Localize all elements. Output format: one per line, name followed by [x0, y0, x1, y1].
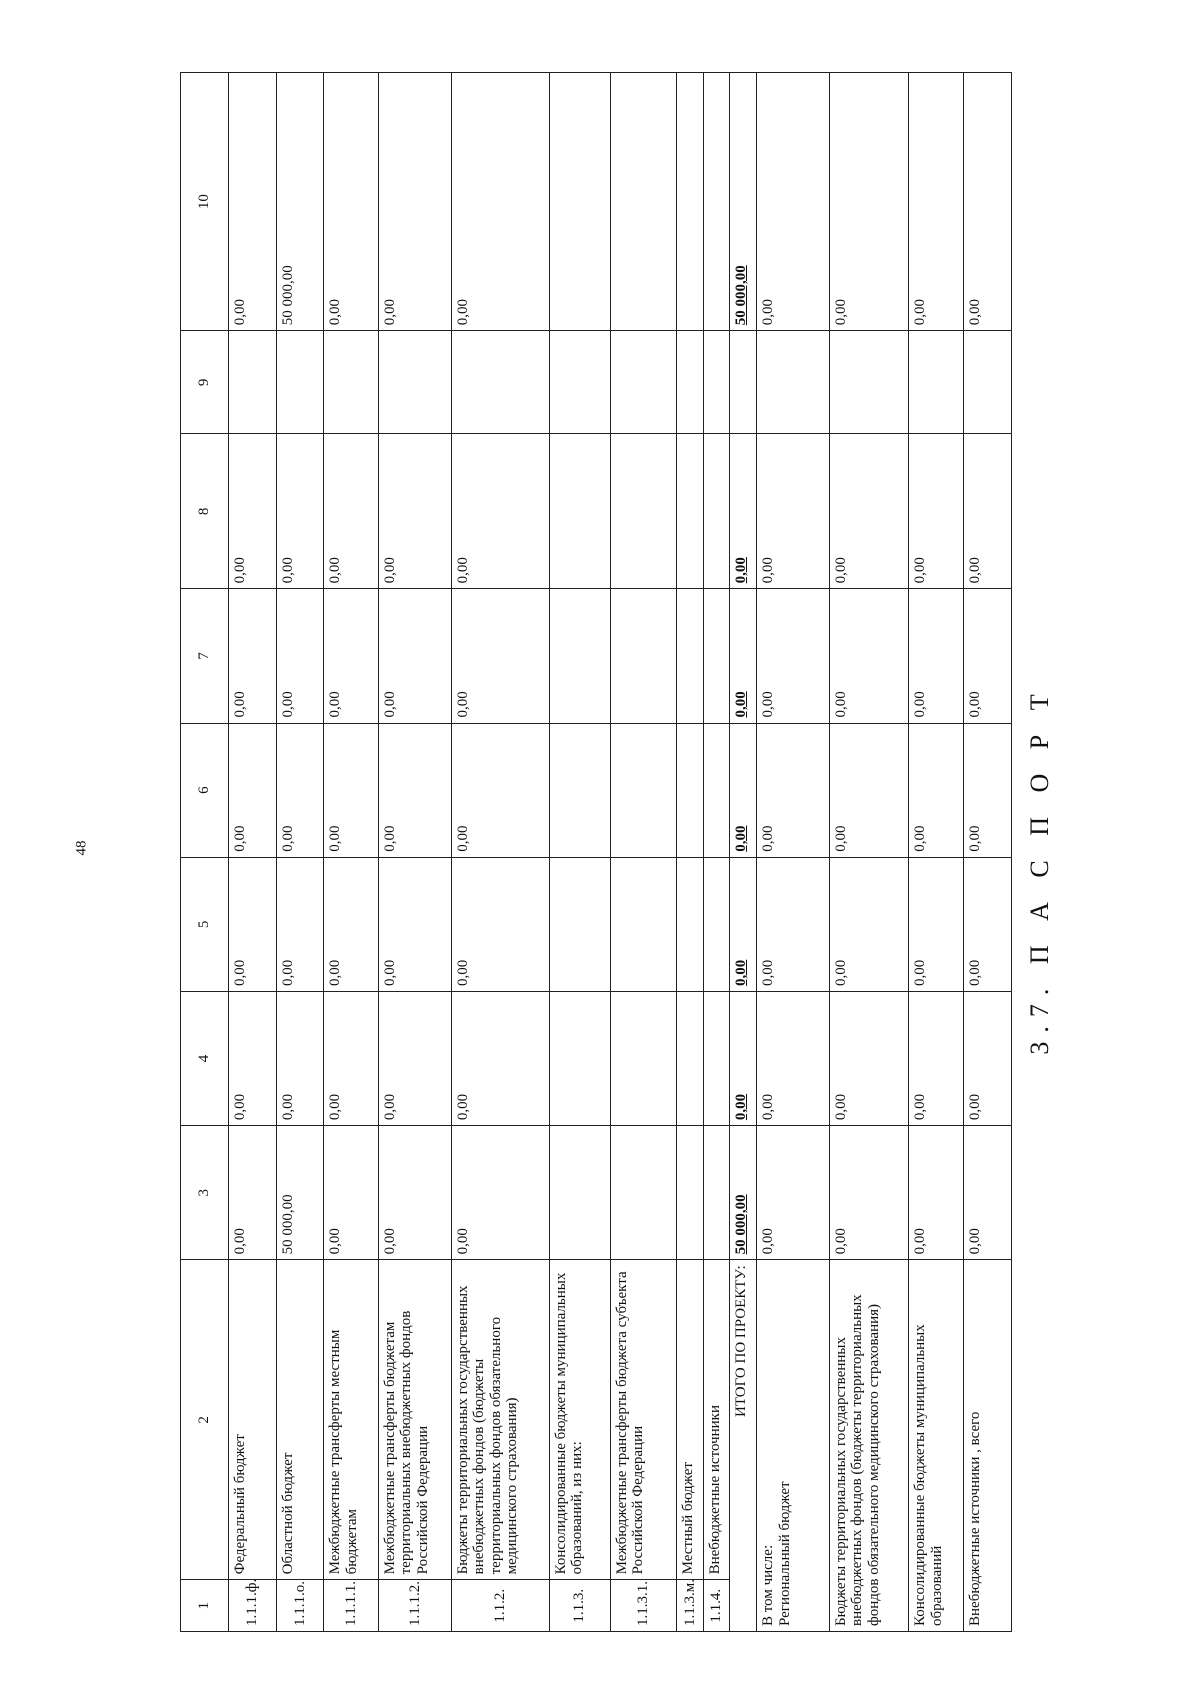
column-header: 3 [181, 1126, 229, 1260]
total-value-cell: 0,00 [730, 434, 757, 589]
value-cell [909, 331, 964, 434]
value-cell [378, 331, 451, 434]
total-value-cell: 50 000,00 [730, 1126, 757, 1260]
value-cell: 0,00 [276, 857, 324, 991]
value-cell [676, 589, 703, 723]
value-cell [549, 991, 610, 1125]
header-row [181, 73, 229, 1632]
value-cell: 0,00 [324, 723, 379, 857]
value-cell: 0,00 [276, 991, 324, 1125]
value-cell: 0,00 [276, 434, 324, 589]
summary-name-line: Консолидированные бюджеты муниципальных образований [912, 1324, 945, 1626]
table-row [549, 73, 610, 1632]
funding-table-container [180, 72, 1012, 1632]
value-cell: 0,00 [228, 434, 276, 589]
value-cell: 0,00 [276, 589, 324, 723]
summary-name [909, 1260, 964, 1632]
value-cell [610, 434, 676, 589]
table-row [451, 73, 549, 1632]
value-cell [676, 723, 703, 857]
value-cell: 0,00 [964, 73, 1012, 331]
funding-table [180, 72, 1012, 1632]
summary-name-line: Внебюджетные источники , всего [967, 1411, 984, 1626]
row-name: Местный бюджет [676, 1260, 703, 1580]
row-code: 1.1.2. [451, 1580, 549, 1632]
value-cell [549, 331, 610, 434]
value-cell [549, 723, 610, 857]
value-cell: 0,00 [909, 723, 964, 857]
value-cell: 0,00 [378, 589, 451, 723]
value-cell: 0,00 [378, 723, 451, 857]
summary-name [964, 1260, 1012, 1632]
row-name: Бюджеты территориальных государственных внебюджетных фондов (бюджеты территориальных фондов обязательного медицинского страхования) [451, 1260, 549, 1580]
value-cell [757, 331, 830, 434]
summary-row [964, 73, 1012, 1632]
table-row [378, 73, 451, 1632]
value-cell [610, 723, 676, 857]
value-cell: 0,00 [451, 73, 549, 331]
summary-row [829, 73, 909, 1632]
value-cell: 0,00 [451, 991, 549, 1125]
total-value-cell: 0,00 [730, 857, 757, 991]
value-cell: 0,00 [757, 1126, 830, 1260]
value-cell [829, 331, 909, 434]
column-header: 9 [181, 331, 229, 434]
value-cell: 50 000,00 [276, 73, 324, 331]
value-cell: 0,00 [829, 1126, 909, 1260]
value-cell: 0,00 [829, 857, 909, 991]
row-code: 1.1.3. [549, 1580, 610, 1632]
total-row [730, 73, 757, 1632]
value-cell: 0,00 [964, 1126, 1012, 1260]
value-cell [610, 991, 676, 1125]
value-cell: 0,00 [757, 73, 830, 331]
value-cell: 0,00 [324, 434, 379, 589]
total-value-cell [730, 331, 757, 434]
value-cell: 0,00 [829, 434, 909, 589]
row-name: Консолидированные бюджеты муниципальных образований, из них: [549, 1260, 610, 1580]
value-cell [703, 1126, 730, 1260]
value-cell: 0,00 [757, 857, 830, 991]
row-code: 1.1.1.1. [324, 1580, 379, 1632]
value-cell: 0,00 [964, 723, 1012, 857]
summary-name [757, 1260, 830, 1632]
value-cell [676, 73, 703, 331]
total-value-cell: 0,00 [730, 991, 757, 1125]
value-cell [451, 331, 549, 434]
value-cell [703, 857, 730, 991]
value-cell: 0,00 [228, 73, 276, 331]
value-cell: 0,00 [378, 434, 451, 589]
value-cell [610, 589, 676, 723]
value-cell [676, 434, 703, 589]
row-name: Внебюджетные источники [703, 1260, 730, 1580]
summary-name [829, 1260, 909, 1632]
value-cell: 0,00 [964, 991, 1012, 1125]
summary-name-line: В том числе: [760, 1544, 777, 1626]
column-header: 8 [181, 434, 229, 589]
value-cell: 0,00 [228, 991, 276, 1125]
total-value-cell: 0,00 [730, 723, 757, 857]
value-cell [964, 331, 1012, 434]
value-cell: 0,00 [964, 434, 1012, 589]
value-cell [549, 589, 610, 723]
value-cell [676, 991, 703, 1125]
value-cell [703, 723, 730, 857]
column-header: 4 [181, 991, 229, 1125]
table-row [703, 73, 730, 1632]
value-cell [228, 331, 276, 434]
summary-row [757, 73, 830, 1632]
value-cell: 0,00 [324, 73, 379, 331]
row-code: 1.1.1.ф. [228, 1580, 276, 1632]
value-cell [610, 73, 676, 331]
page-number: 48 [73, 840, 90, 856]
value-cell: 0,00 [829, 991, 909, 1125]
row-name: Межбюджетные трансферты бюджета субъекта Российской Федерации [610, 1260, 676, 1580]
total-label: ИТОГО ПО ПРОЕКТУ: [730, 1260, 757, 1632]
value-cell: 0,00 [324, 857, 379, 991]
value-cell: 0,00 [757, 434, 830, 589]
value-cell: 0,00 [378, 1126, 451, 1260]
value-cell: 50 000,00 [276, 1126, 324, 1260]
value-cell: 0,00 [757, 991, 830, 1125]
value-cell: 0,00 [909, 857, 964, 991]
column-header: 6 [181, 723, 229, 857]
column-header: 2 [181, 1260, 229, 1580]
value-cell: 0,00 [451, 723, 549, 857]
table-row [676, 73, 703, 1632]
column-header: 1 [181, 1580, 229, 1632]
value-cell [703, 331, 730, 434]
value-cell: 0,00 [378, 73, 451, 331]
summary-name-line: Региональный бюджет [776, 1481, 793, 1626]
value-cell: 0,00 [324, 1126, 379, 1260]
value-cell: 0,00 [829, 589, 909, 723]
value-cell [703, 991, 730, 1125]
table-row [610, 73, 676, 1632]
value-cell: 0,00 [378, 991, 451, 1125]
value-cell: 0,00 [451, 589, 549, 723]
column-header: 10 [181, 73, 229, 331]
value-cell [610, 331, 676, 434]
row-code: 1.1.3.м. [676, 1580, 703, 1632]
value-cell: 0,00 [757, 589, 830, 723]
value-cell: 0,00 [451, 434, 549, 589]
total-value-cell: 0,00 [730, 589, 757, 723]
value-cell: 0,00 [324, 991, 379, 1125]
value-cell [703, 589, 730, 723]
value-cell: 0,00 [909, 434, 964, 589]
value-cell: 0,00 [829, 73, 909, 331]
value-cell: 0,00 [964, 857, 1012, 991]
row-code: 1.1.1.2. [378, 1580, 451, 1632]
value-cell [549, 434, 610, 589]
value-cell: 0,00 [829, 723, 909, 857]
value-cell [610, 857, 676, 991]
value-cell: 0,00 [378, 857, 451, 991]
row-code: 1.1.3.1. [610, 1580, 676, 1632]
value-cell [676, 857, 703, 991]
value-cell [276, 331, 324, 434]
column-header: 7 [181, 589, 229, 723]
value-cell: 0,00 [451, 857, 549, 991]
value-cell [676, 331, 703, 434]
value-cell [324, 331, 379, 434]
value-cell: 0,00 [228, 723, 276, 857]
summary-name-line: Бюджеты территориальных государственных внебюджетных фондов (бюджеты территориальных фондов обязательного медицинского страхования) [832, 1294, 882, 1626]
value-cell: 0,00 [964, 589, 1012, 723]
table-row [228, 73, 276, 1632]
value-cell: 0,00 [451, 1126, 549, 1260]
value-cell [549, 857, 610, 991]
value-cell: 0,00 [909, 589, 964, 723]
value-cell [549, 73, 610, 331]
value-cell: 0,00 [228, 1126, 276, 1260]
value-cell [676, 1126, 703, 1260]
row-name: Областной бюджет [276, 1260, 324, 1580]
value-cell [549, 1126, 610, 1260]
value-cell [703, 434, 730, 589]
table-row [276, 73, 324, 1632]
value-cell: 0,00 [228, 857, 276, 991]
value-cell: 0,00 [909, 1126, 964, 1260]
value-cell: 0,00 [909, 73, 964, 331]
row-code: 1.1.1.о. [276, 1580, 324, 1632]
value-cell: 0,00 [757, 723, 830, 857]
column-header: 5 [181, 857, 229, 991]
row-name: Межбюджетные трансферты бюджетам территориальных внебюджетных фондов Российской Федерации [378, 1260, 451, 1580]
value-cell [703, 73, 730, 331]
value-cell [610, 1126, 676, 1260]
value-cell: 0,00 [324, 589, 379, 723]
value-cell: 0,00 [276, 723, 324, 857]
section-title: 3.7. П А С П О Р Т [1025, 685, 1054, 1055]
row-code: 1.1.4. [703, 1580, 730, 1632]
value-cell: 0,00 [228, 589, 276, 723]
row-name: Межбюджетные трансферты местным бюджетам [324, 1260, 379, 1580]
table-row [324, 73, 379, 1632]
row-name: Федеральный бюджет [228, 1260, 276, 1580]
value-cell: 0,00 [909, 991, 964, 1125]
summary-row [909, 73, 964, 1632]
total-value-cell: 50 000,00 [730, 73, 757, 331]
